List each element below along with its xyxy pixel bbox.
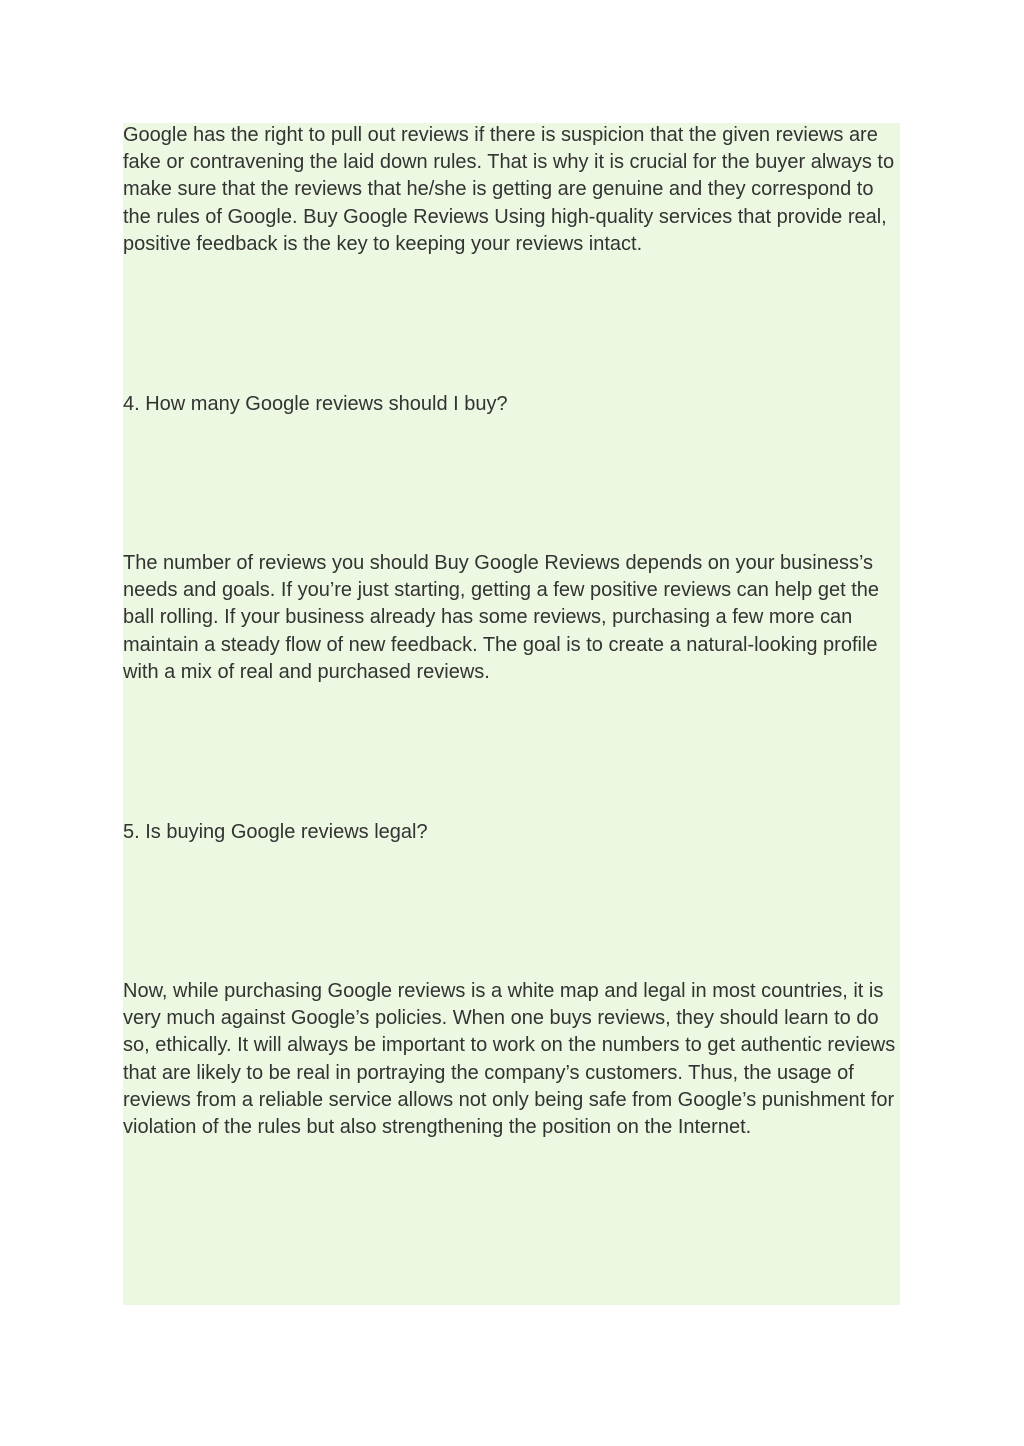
question-is-buying-legal: 5. Is buying Google reviews legal?	[123, 821, 428, 843]
paragraph-review-removal: Google has the right to pull out reviews if there is suspicion that the given reviews are fake or contravening the laid down rules. That is why it is crucial for the buyer always to make sure that the reviews that he/she is getting are genuine and they correspond to the rules of Google. Buy Google Reviews Using high-quality services that provide real, positive feedback is the key to keeping your reviews intact.	[123, 124, 895, 255]
highlighted-content-block	[123, 123, 900, 1305]
paragraph-legality: Now, while purchasing Google reviews is a white map and legal in most countries, it is very much against Google’s policies. When one buys reviews, they should learn to do so, ethically. It will always be important to work on the numbers to get authentic reviews that are likely to be real in portraying the company’s customers. Thus, the usage of reviews from a reliable service allows not only being safe from Google’s punishment for violation of the rules but also strengthening the position on the Internet.	[123, 980, 896, 1139]
question-how-many-reviews: 4. How many Google reviews should I buy?	[123, 393, 508, 415]
paragraph-number-of-reviews: The number of reviews you should Buy Google Reviews depends on your business’s needs and goals. If you’re just starting, getting a few positive reviews can help get the ball rolling. If your business already has some reviews, purchasing a few more can maintain a steady flow of new feedback. The goal is to create a natural-looking profile with a mix of real and purchased reviews.	[123, 552, 879, 683]
